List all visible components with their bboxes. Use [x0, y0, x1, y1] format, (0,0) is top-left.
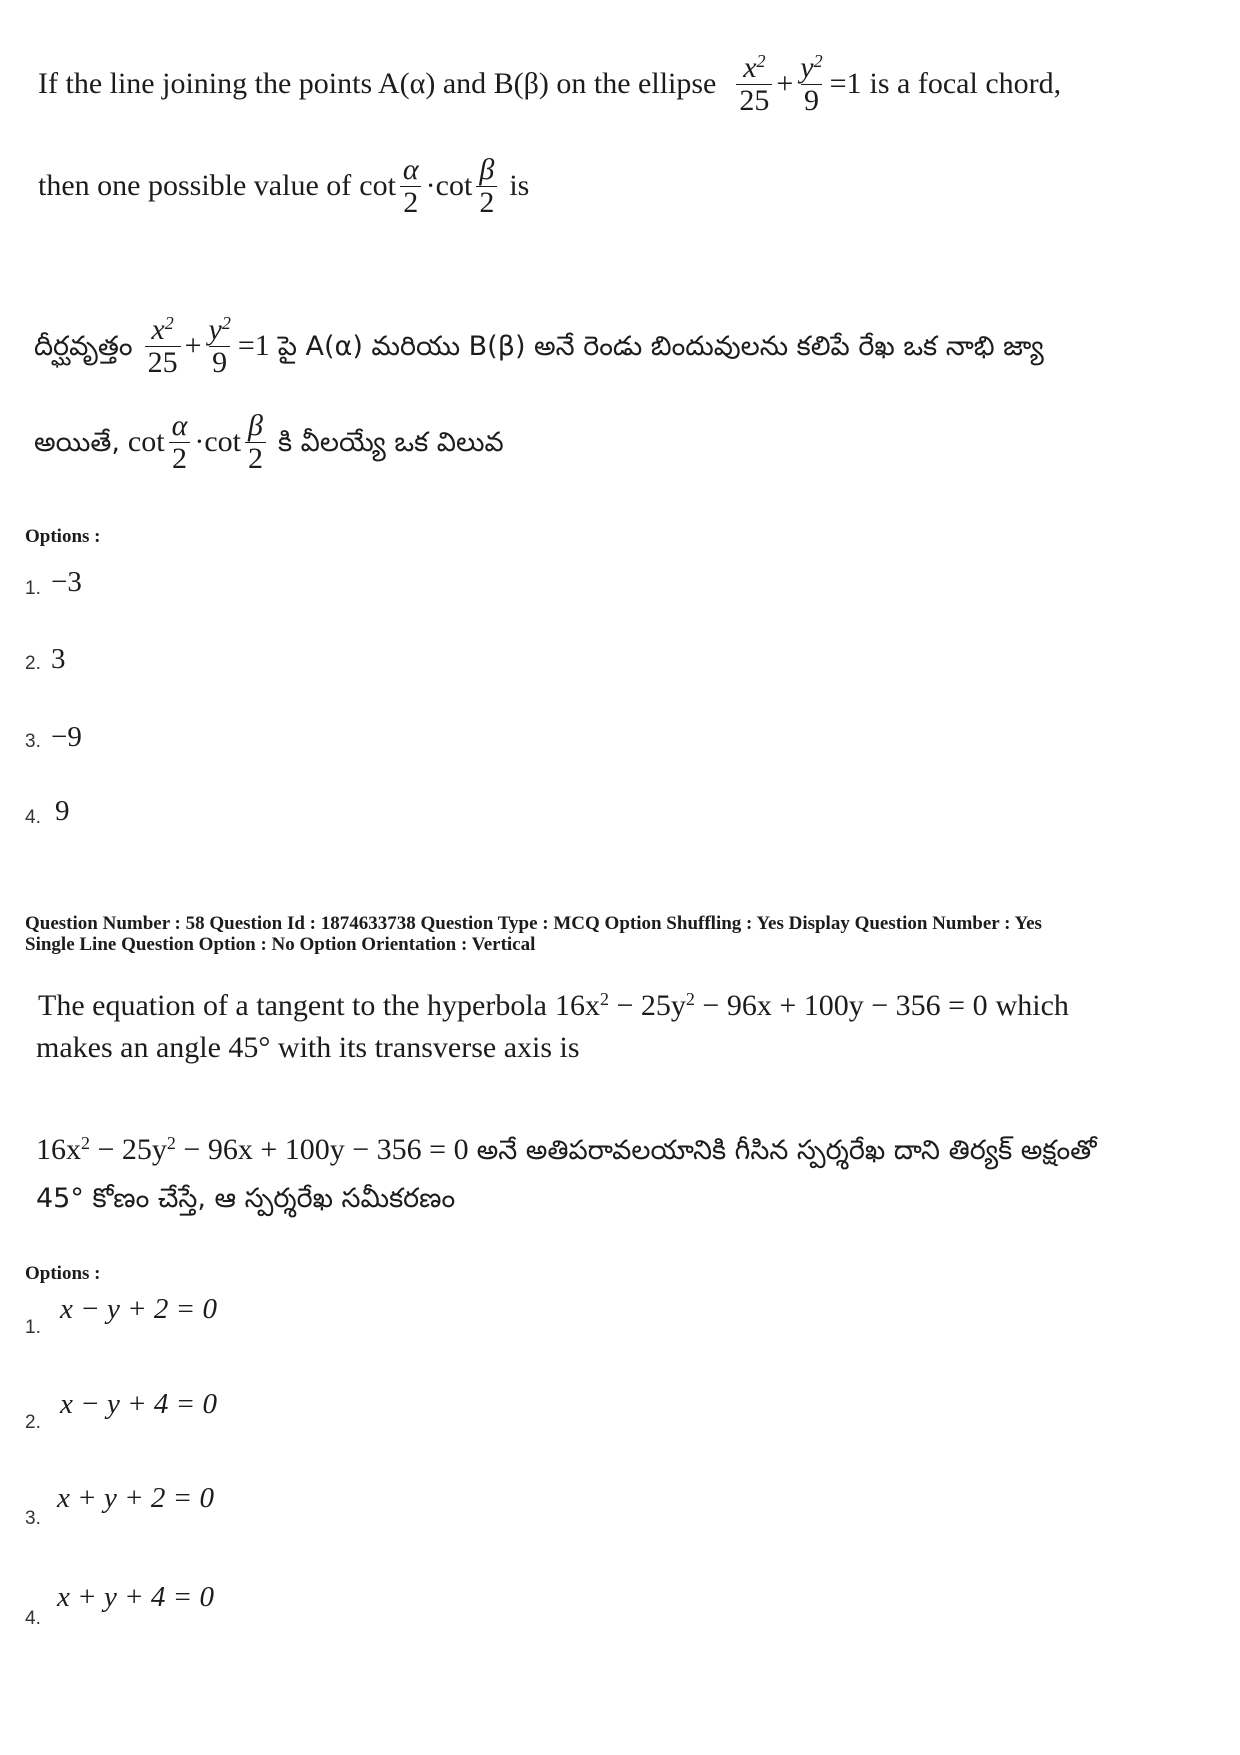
q57-en-line1-text: If the line joining the points A(α) and B(β) on the ellipse	[38, 67, 717, 100]
option-value: 9	[55, 795, 70, 827]
q58-options-label: Options :	[25, 1263, 101, 1284]
beta-den: 2	[476, 186, 497, 219]
q58-telugu-line1	[36, 1128, 1096, 1172]
te-ellipse-y: y	[208, 313, 222, 346]
ellipse-y: y	[800, 51, 814, 84]
q58-meta-line2: Single Line Question Option : No Option Orientation : Vertical	[25, 934, 536, 955]
alpha: α	[402, 153, 419, 186]
te-eq-rest: − 96x + 100y − 356 = 0	[183, 1133, 469, 1166]
q58-en-line1-pre: The equation of a tangent to the hyperbola	[38, 989, 547, 1022]
q57-en-line2-text: then one possible value of	[38, 169, 352, 202]
te-alpha-den: 2	[169, 442, 190, 475]
q58-telugu-line2: 45° కోణం చేస్తే, ఆ స్పర్శరేఖ సమీకరణం	[36, 1182, 456, 1214]
q58-english-line2: makes an angle 45° with its transverse axis is	[36, 1031, 580, 1064]
te-ellipse-den-25: 25	[145, 346, 181, 379]
option-value: −9	[51, 721, 82, 753]
te-ellipse-den-9: 9	[209, 346, 230, 379]
te-ellipse-x: x	[151, 313, 165, 346]
te-hyperbola-equation: $16x^2 - 25y^2 - 96x + 100y - 356 = 0$	[36, 1133, 469, 1166]
te-eq-25y: − 25y	[97, 1133, 167, 1166]
option-number: 4.	[25, 807, 41, 828]
te-cot-beta-word: cot	[204, 425, 241, 458]
cot-beta-word: cot	[435, 169, 473, 202]
q58-en-line1-post: which	[995, 989, 1069, 1022]
q57-te-line1-mid: పై A(α) మరియు B(β) అనే రెండు బిందువులను కలిపే రేఖ ఒక నాభి జ్యా	[277, 330, 1044, 362]
ellipse-equals: =1	[829, 67, 862, 100]
ellipse-x: x	[743, 51, 757, 84]
q57-en-line2-post: is	[509, 169, 530, 202]
te-ellipse-equals: =1	[237, 329, 270, 362]
option-value: x − y + 4 = 0	[60, 1388, 217, 1420]
te-alpha: α	[171, 409, 188, 442]
q57-telugu-line1: దీర్ఘవృత్తం $\frac{x^2}{25}$ + $\frac{y^2}{9}$ =1 పై A(α) మరియు B(β) అనే రెండు బిందువులను కలిపే రేఖ ఒక నాభి జ్యా	[34, 313, 1044, 379]
option-value: −3	[51, 566, 82, 598]
te-eq-16x: 16x	[36, 1133, 81, 1166]
te-beta-den: 2	[245, 442, 266, 475]
q57-telugu-line2: అయితే, cot $\frac{\alpha}{2}$ · cot $\frac{\beta}{2}$ కి వీలయ్యే ఒక విలువ	[34, 409, 504, 475]
te-cot-alpha-word: cot	[127, 425, 165, 458]
option-number: 3.	[25, 1508, 41, 1529]
hyperbola-equation: $16x^2 - 25y^2 - 96x + 100y - 356 = 0$	[555, 989, 988, 1022]
q57-en-line1-post: is a focal chord,	[869, 67, 1062, 100]
alpha-den: 2	[400, 186, 421, 219]
option-number: 1.	[25, 578, 41, 599]
q58-te-line1-post: అనే అతిపరావలయానికి గీసిన స్పర్శరేఖ దాని తిర్యక్ అక్షంతో	[476, 1134, 1097, 1166]
ellipse-den-9: 9	[801, 84, 822, 117]
q57-options-label: Options :	[25, 526, 101, 547]
beta: β	[479, 153, 495, 186]
q57-te-line2-pre: అయితే,	[34, 426, 120, 458]
option-number: 1.	[25, 1317, 41, 1338]
q57-english-line2: then one possible value of cot $\frac{\alpha}{2}$ · cot $\frac{\beta}{2}$ is	[38, 153, 530, 219]
q58-meta-line1: Question Number : 58 Question Id : 1874633738 Question Type : MCQ Option Shuffling : Yes Display Question Number : Yes	[25, 913, 1042, 934]
q57-te-line2-post: కి వీలయ్యే ఒక విలువ	[277, 426, 504, 458]
option-number: 2.	[25, 1412, 41, 1433]
q57-te-line1-pre: దీర్ఘవృత్తం	[34, 330, 133, 362]
eq-16x: 16x	[555, 989, 600, 1022]
ellipse-den-25: 25	[736, 84, 772, 117]
option-value: 3	[51, 643, 66, 675]
q58-english-line1	[38, 984, 1069, 1028]
eq-25y: − 25y	[616, 989, 686, 1022]
cot-alpha-word: cot	[359, 169, 396, 202]
te-beta: β	[248, 409, 263, 442]
option-number: 3.	[25, 731, 41, 752]
option-number: 2.	[25, 653, 41, 674]
option-value: x + y + 4 = 0	[57, 1581, 214, 1613]
eq-rest: − 96x + 100y − 356 = 0	[702, 989, 988, 1022]
q57-english-line1: If the line joining the points A(α) and B(β) on the ellipse $\frac{x^2}{25}$ + $\frac{y^2}{9}$ =1 is a focal chord,	[38, 51, 1062, 117]
ellipse-fraction-y: $\frac{y^2}{9}$	[800, 51, 823, 117]
ellipse-fraction-x: $\frac{x^2}{25}$	[736, 52, 772, 116]
option-value: x − y + 2 = 0	[60, 1293, 217, 1325]
option-number: 4.	[25, 1608, 41, 1629]
option-value: x + y + 2 = 0	[57, 1482, 214, 1514]
